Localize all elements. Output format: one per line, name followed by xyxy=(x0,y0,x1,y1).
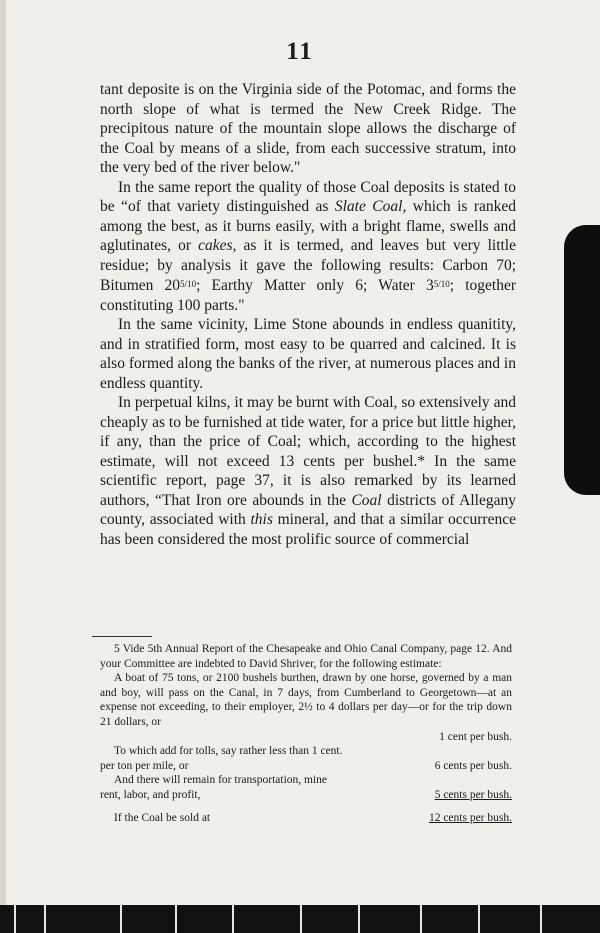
paragraph-4-text-3: mineral, and that a similar occurrence has been considered the most prolific source of commercial xyxy=(100,511,516,548)
paragraph-3: In the same vicinity, Lime Stone abounds in endless quanitity, and in stratified form, most easy to be quarred and calcined. It is also formed along the banks of the river, at numerous places and in endless quantity. xyxy=(100,316,516,392)
paragraph-2-italic-slate-coal: Slate Coal, xyxy=(334,198,407,215)
footnote-rule xyxy=(92,636,152,637)
footnote-sold-amount: 12 cents per bush. xyxy=(428,811,512,824)
paragraph-4-italic-this: this xyxy=(250,511,273,528)
footnote-sold-row xyxy=(100,811,512,826)
paragraph-2 xyxy=(100,178,516,316)
footnote-tolls-text: per ton per mile, or xyxy=(100,759,189,772)
paragraph-2-text-3: as it is termed, and leaves but very little residue; by analysis it gave the following results: Carbon 70; Bitumen 20 xyxy=(100,237,516,294)
footnote-tolls-row xyxy=(100,759,512,774)
footnote-remain-row xyxy=(100,788,512,803)
footnote-boat-amount-row xyxy=(100,730,512,745)
paragraph-2-text-5: ; together constituting 100 parts." xyxy=(100,277,517,314)
footnote-remain-line-1: And there will remain for transportation, mine xyxy=(114,774,328,787)
paragraph-4-text-1: In perpetual kilns, it may be burnt with Coal, so extensively and cheaply as to be furnished at tide water, for a price but little higher, if any, than the price of Coal; which, according to the highest estimate, will not exceed 13 cents per bushel.* In the same scientific report, page 37, it is also remarked by its learned authors, “That Iron ore abounds in the xyxy=(100,394,516,509)
paragraph-4-text-2: districts of Allegany county, associated with xyxy=(100,491,516,528)
body-text xyxy=(100,80,516,549)
page-left-edge xyxy=(0,0,6,933)
page-bottom-edge xyxy=(0,905,600,933)
fraction-bitumen: 5/10 xyxy=(180,279,197,289)
footnote xyxy=(100,642,512,825)
footnote-boat-line xyxy=(100,671,512,729)
paragraph-2-text-2: which is ranked among the best, as it burns easily, with a bright flame, swells and aglutinates, or xyxy=(100,198,517,254)
footnote-tolls-amount: 6 cents per bush. xyxy=(434,759,512,772)
binding-shadow xyxy=(564,225,600,495)
fraction-water: 5/10 xyxy=(433,279,450,289)
footnote-sold-text: If the Coal be sold at xyxy=(114,811,211,824)
footnote-remain-amount: 5 cents per bush. xyxy=(434,788,512,801)
footnote-intro: 5 Vide 5th Annual Report of the Chesapeake and Ohio Canal Company, page 12. And your Committee are indebted to David Shriver, for the following estimate: xyxy=(100,643,512,670)
footnote-boat-text: A boat of 75 tons, or 2100 bushels burthen, drawn by one horse, governed by a man and boy, will pass on the Canal, in 7 days, from Cumberland to Georgetown—at an expense not exceeding, to their employer, 2½ to 4 dollars per day—or for the trip down 21 dollars, or xyxy=(100,672,512,728)
footnote-tolls-line-1: To which add for tolls, say rather less than 1 cent. xyxy=(114,745,343,758)
paragraph-4 xyxy=(100,393,516,549)
page-number: 11 xyxy=(286,38,314,65)
paragraph-2-text-1: In the same report the quality of those Coal deposits is stated to be “of that variety distinguished as xyxy=(100,178,516,215)
paragraph-1: tant deposite is on the Virginia side of the Potomac, and forms the north slope of what is termed the New Creek Ridge. The precipitous nature of the mountain slope allows the discharge of the Coal by means of a slide, from each successive stratum, into the very bed of the river below." xyxy=(100,81,516,176)
paragraph-4-italic-coal: Coal xyxy=(351,491,382,509)
paragraph-2-text-4: ; Earthy Matter only 6; Water 3 xyxy=(196,277,434,294)
footnote-remain-text: rent, labor, and profit, xyxy=(100,788,201,801)
paragraph-2-italic-cakes: cakes, xyxy=(198,237,237,254)
footnote-boat-amount: 1 cent per bush. xyxy=(439,730,512,743)
